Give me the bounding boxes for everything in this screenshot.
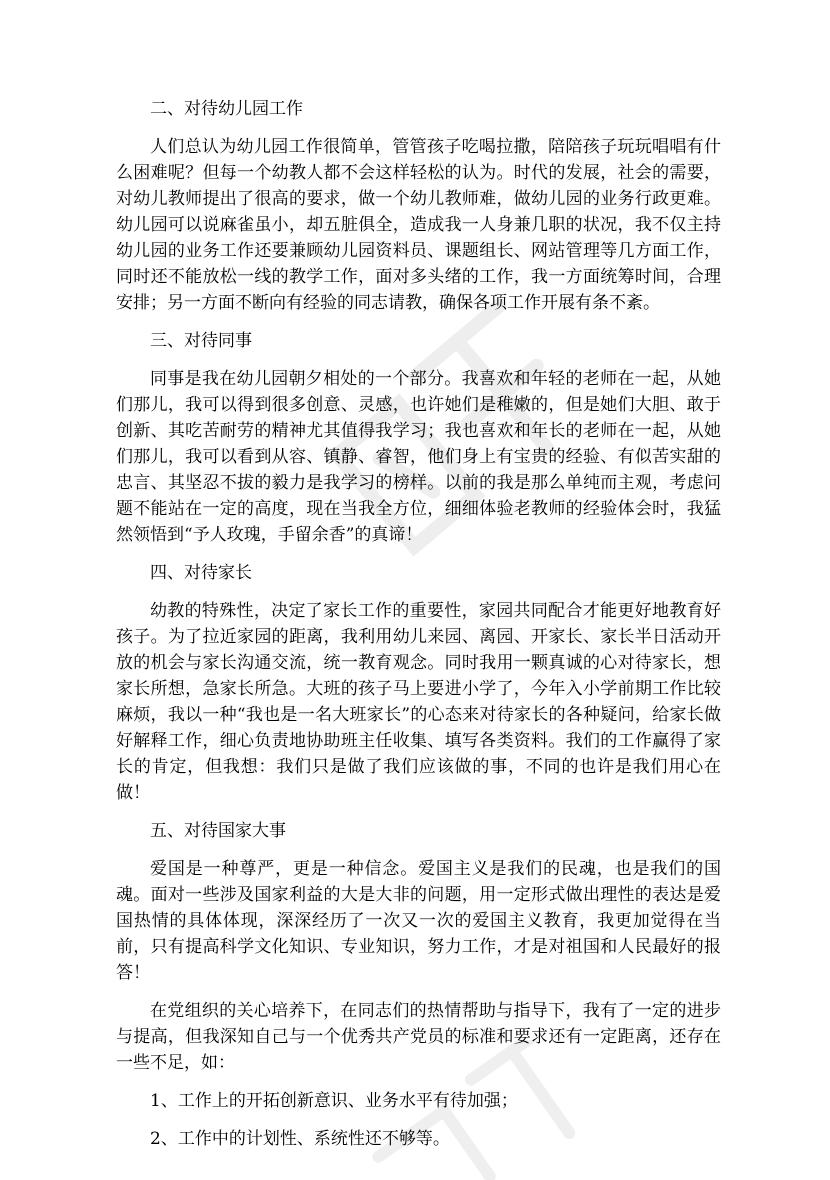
section-heading-3: 三、对待同事 <box>150 331 252 351</box>
list-item: 2、工作中的计划性、系统性还不够等。 <box>150 1129 450 1149</box>
section-body-3: 同事是我在幼儿园朝夕相处的一个部分。我喜欢和年轻的老师在一起，从她们那儿，我可以得到很多创意、灵感，也许她们是稚嫩的，但是她们大胆、敢于创新、其吃苦耐劳的精神尤其值得我学习；我也喜欢和年长的老师在一起，从她们那儿，我可以看到从容、镇静、睿智，他们身上有宝贵的经验、有似苦实甜的忠言、其坚忍不拔的毅力是我学习的榜样。以前的我是那么单纯而主观，考虑问题不能站在一定的高度，现在当我全方位，细细体验老教师的经验体会时，我猛然领悟到“予人玫瑰，手留余香”的真谛！ <box>116 369 721 545</box>
section-body-4: 幼教的特殊性，决定了家长工作的重要性，家园共同配合才能更好地教育好孩子。为了拉近家园的距离，我利用幼儿来园、离园、开家长、家长半日活动开放的机会与家长沟通交流，统一教育观念。同时我用一颗真诚的心对待家长，想家长所想，急家长所急。大班的孩子马上要进小学了，今年入小学前期工作比较麻烦，我以一种“我也是一名大班家长”的心态来对待家长的各种疑问，给家长做好解释工作，细心负责地协助班主任收集、填写各类资料。我们的工作赢得了家长的肯定，但我想：我们只是做了我们应该做的事，不同的也许是我们用心在做！ <box>116 601 721 803</box>
list-item: 1、工作上的开拓创新意识、业务水平有待加强； <box>150 1091 518 1111</box>
section-body-2: 人们总认为幼儿园工作很简单，管管孩子吃喝拉撒，陪陪孩子玩玩唱唱有什么困难呢？但每一个幼教人都不会这样轻松的认为。时代的发展，社会的需要，对幼儿教师提出了很高的要求，做一个幼儿教师难，做幼儿园的业务行政更难。幼儿园可以说麻雀虽小，却五脏俱全，造成我一人身兼几职的状况，我不仅主持幼儿园的业务工作还要兼顾幼儿园资料员、课题组长、网站管理等几方面工作，同时还不能放松一线的教学工作，面对多头绪的工作，我一方面统筹时间，合理安排；另一方面不断向有经验的同志请教，确保各项工作开展有条不紊。 <box>116 137 721 313</box>
section-heading-5: 五、对待国家大事 <box>150 821 286 841</box>
section-heading-2: 二、对待幼儿园工作 <box>150 99 303 119</box>
section-body-5: 爱国是一种尊严，更是一种信念。爱国主义是我们的民魂，也是我们的国魂。面对一些涉及国家利益的大是大非的问题，用一定形式做出理性的表达是爱国热情的具体体现，深深经历了一次又一次的爱国主义教育，我更加觉得在当前，只有提高科学文化知识、专业知识，努力工作，才是对祖国和人民最好的报答！ <box>116 859 721 983</box>
summary-body: 在党组织的关心培养下，在同志们的热情帮助与指导下，我有了一定的进步与提高，但我深知自己与一个优秀共产党员的标准和要求还有一定距离，还存在一些不足，如： <box>116 1001 721 1073</box>
section-heading-4: 四、对待家长 <box>150 563 252 583</box>
document-body <box>116 96 721 1152</box>
